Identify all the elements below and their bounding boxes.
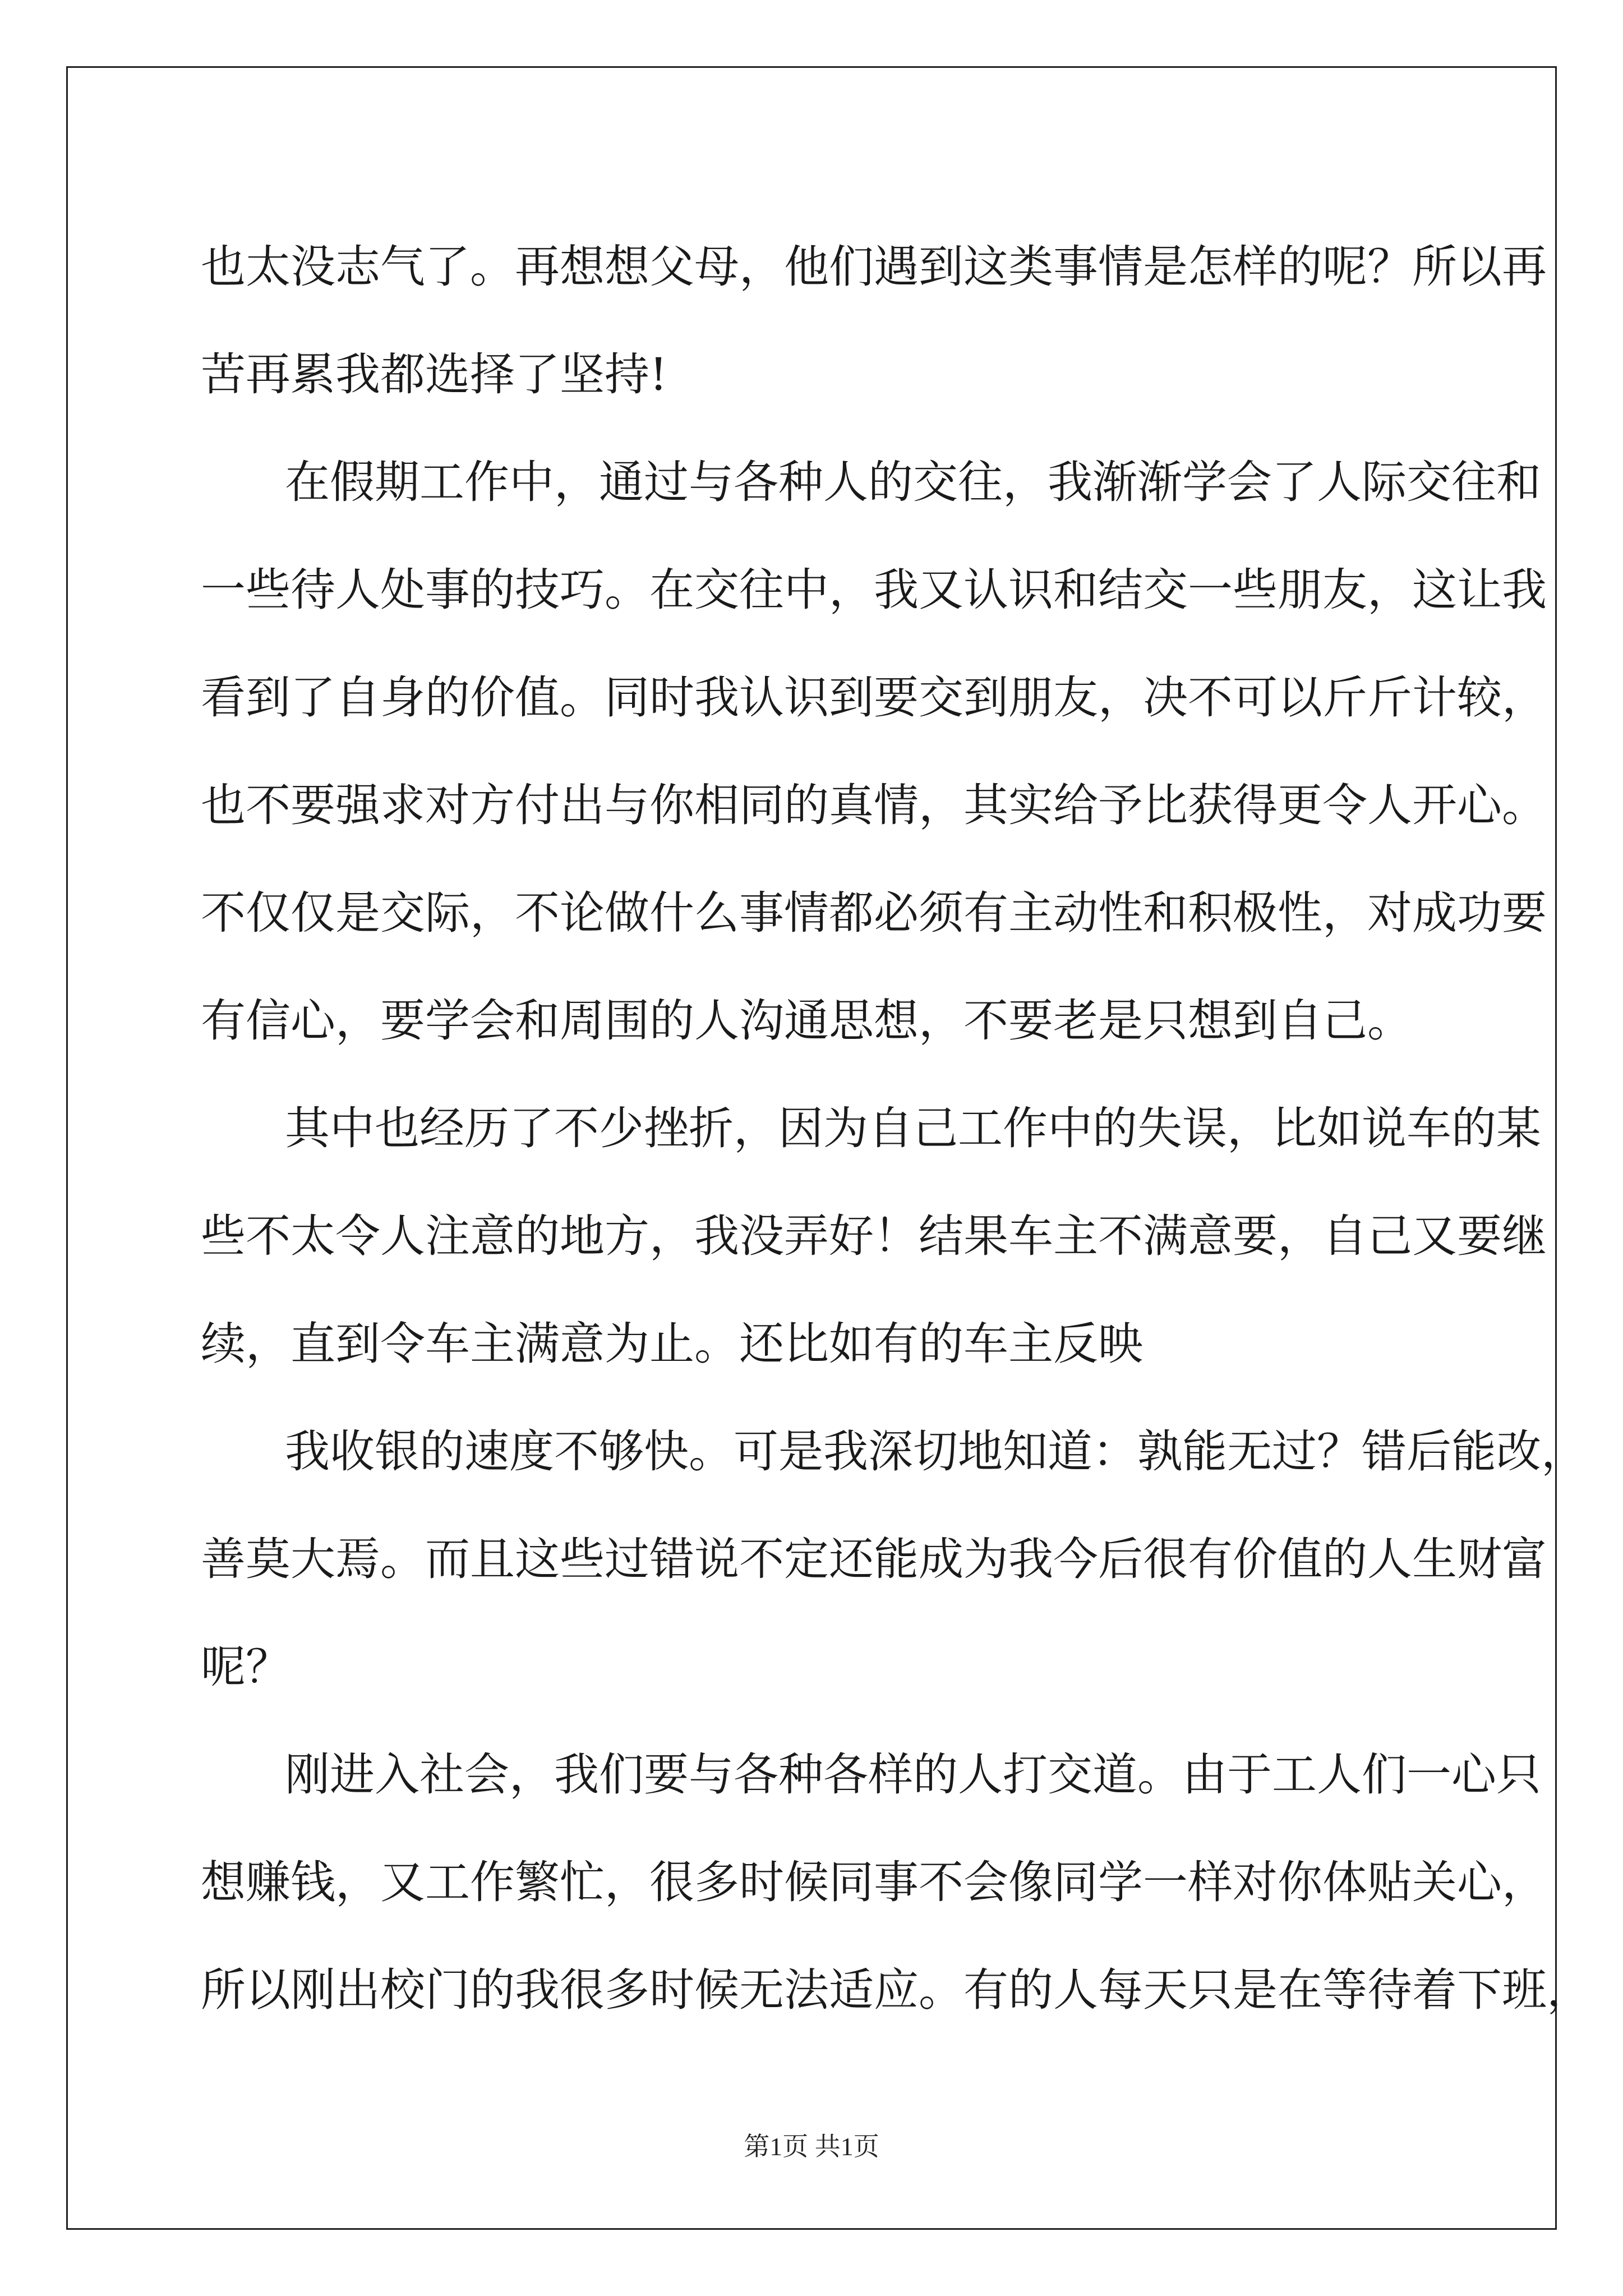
- text-line: 也太没志气了。再想想父母，他们遇到这类事情是怎样的呢？所以再: [201, 241, 1547, 293]
- text-line: 在假期工作中，通过与各种人的交往，我渐渐学会了人际交往和: [285, 456, 1541, 508]
- text-line: 些不太令人注意的地方，我没弄好！结果车主不满意要，自己又要继: [201, 1210, 1547, 1262]
- text-line: 我收银的速度不够快。可是我深切地知道：孰能无过？错后能改，: [285, 1425, 1586, 1478]
- text-line: 善莫大焉。而且这些过错说不定还能成为我今后很有价值的人生财富: [201, 1533, 1547, 1585]
- text-line: 有信心，要学会和周围的人沟通思想，不要老是只想到自己。: [201, 995, 1412, 1047]
- text-line: 所以刚出校门的我很多时候无法适应。有的人每天只是在等待着下班，: [201, 1964, 1592, 2016]
- text-line: 刚进入社会，我们要与各种各样的人打交道。由于工人们一心只: [285, 1749, 1541, 1801]
- document-body: [201, 213, 1592, 2044]
- text-line: 苦再累我都选择了坚持!: [201, 348, 668, 401]
- text-line: 呢？: [201, 1641, 291, 1693]
- text-line: 也不要强求对方付出与你相同的真情，其实给予比获得更令人开心。: [201, 779, 1547, 831]
- text-line: 续，直到令车主满意为止。还比如有的车主反映: [201, 1318, 1143, 1370]
- page-number-footer: 第1页 共1页: [744, 2132, 879, 2161]
- text-line: 不仅仅是交际，不论做什么事情都必须有主动性和积极性，对成功要: [201, 887, 1547, 939]
- text-line: 看到了自身的价值。同时我认识到要交到朋友，决不可以斤斤计较，: [201, 671, 1547, 724]
- text-line: 其中也经历了不少挫折，因为自己工作中的失误，比如说车的某: [285, 1102, 1541, 1154]
- text-line: 想赚钱，又工作繁忙，很多时候同事不会像同学一样对你体贴关心，: [201, 1856, 1547, 1908]
- text-line: 一些待人处事的技巧。在交往中，我又认识和结交一些朋友，这让我: [201, 564, 1547, 616]
